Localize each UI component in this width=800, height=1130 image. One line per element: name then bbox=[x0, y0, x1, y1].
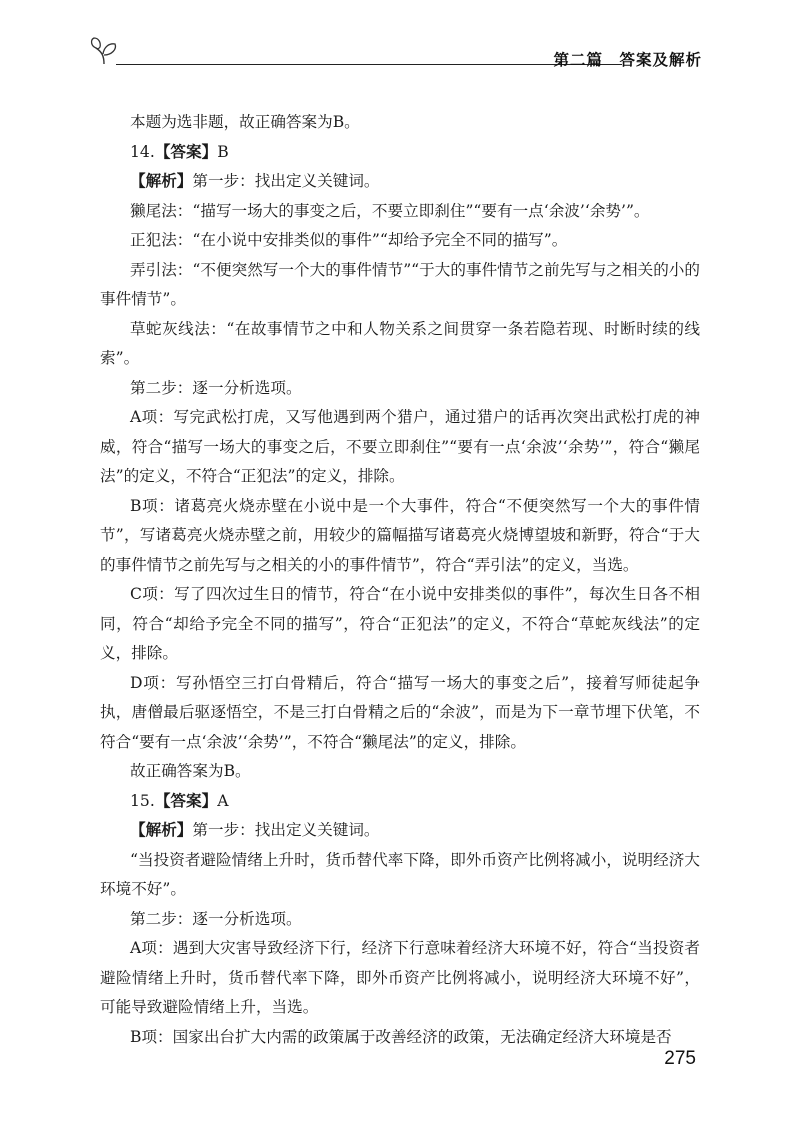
analysis-step: 第二步：逐一分析选项。 bbox=[130, 909, 302, 928]
conclusion: 故正确答案为B。 bbox=[130, 762, 251, 780]
option-analysis: C项：写了四次过生日的情节，符合“在小说中安排类似的事件”，每次生日各不相同，符合“却给予完全不同的描写”，符合“正犯法”的定义，不符合“草蛇灰线法”的定义，排除。 bbox=[100, 585, 700, 662]
answer-label: 【答案】 bbox=[154, 791, 218, 810]
answer-value: A bbox=[217, 791, 229, 810]
definition-paragraph: 獭尾法：“描写一场大的事变之后，不要立即刹住”“要有一点‘余波’‘余势’”。 bbox=[130, 201, 650, 220]
analysis-label: 【解析】 bbox=[130, 821, 193, 839]
option-analysis: B项：国家出台扩大内需的政策属于改善经济的政策，无法确定经济大环境是否 bbox=[130, 1027, 672, 1046]
definition-paragraph: “当投资者避险情绪上升时，货币替代率下降，即外币资产比例将减小，说明经济大环境不好”。 bbox=[100, 850, 700, 898]
option-analysis: D项：写孙悟空三打白骨精后，符合“描写一场大的事变之后”，接着写师徒起争执，唐僧最后驱逐悟空，不是三打白骨精之后的“余波”，而是为下一章节埋下伏笔，不符合“要有一点‘余波’‘余势’”，不符合“獭尾法”的定义，排除。 bbox=[100, 673, 700, 751]
question-15-answer bbox=[100, 787, 700, 817]
analysis-step: 第二步：逐一分析选项。 bbox=[130, 378, 302, 397]
section-title: 第二篇 答案及解析 bbox=[553, 51, 702, 69]
answer-label: 【答案】 bbox=[154, 142, 218, 161]
question-14-analysis bbox=[100, 167, 700, 197]
question-number: 14. bbox=[130, 142, 155, 161]
definition-paragraph: 草蛇灰线法：“在故事情节之中和人物关系之间贯穿一条若隐若现、时断时续的线索”。 bbox=[100, 319, 700, 367]
page-number: 275 bbox=[664, 1048, 696, 1069]
analysis-step: 第一步：找出定义关键词。 bbox=[192, 821, 380, 839]
definition-paragraph: 正犯法：“在小说中安排类似的事件”“却给予完全不同的描写”。 bbox=[130, 231, 568, 249]
page-content bbox=[100, 108, 700, 1052]
answer-value: B bbox=[217, 142, 229, 161]
header-rule bbox=[116, 64, 622, 65]
page-header bbox=[90, 34, 702, 74]
sprout-icon bbox=[90, 34, 124, 68]
definition-paragraph: 弄引法：“不便突然写一个大的事件情节”“于大的事件情节之前先写与之相关的小的事件情节”。 bbox=[100, 260, 700, 308]
analysis-label: 【解析】 bbox=[130, 172, 193, 190]
option-analysis: A项：遇到大灾害导致经济下行，经济下行意味着经济大环境不好，符合“当投资者避险情绪上升时，货币替代率下降，即外币资产比例将减小，说明经济大环境不好”，可能导致避险情绪上升，当选。 bbox=[100, 939, 700, 1016]
question-number: 15. bbox=[130, 791, 155, 810]
option-analysis: B项：诸葛亮火烧赤壁在小说中是一个大事件，符合“不便突然写一个大的事件情节”，写诸葛亮火烧赤壁之前，用较少的篇幅描写诸葛亮火烧博望坡和新野，符合“于大的事件情节之前先写与之相关的小的事件情节”，符合“弄引法”的定义，当选。 bbox=[100, 496, 700, 574]
question-15-analysis bbox=[100, 816, 700, 846]
option-analysis: A项：写完武松打虎，又写他遇到两个猎户，通过猎户的话再次突出武松打虎的神威，符合“描写一场大的事变之后，不要立即刹住”“要有一点‘余波’‘余势’”，符合“獭尾法”的定义，不符合“正犯法”的定义，排除。 bbox=[100, 408, 700, 485]
question-14-answer bbox=[100, 138, 700, 168]
analysis-step: 第一步：找出定义关键词。 bbox=[192, 172, 380, 190]
paragraph: 本题为选非题，故正确答案为B。 bbox=[130, 113, 360, 131]
